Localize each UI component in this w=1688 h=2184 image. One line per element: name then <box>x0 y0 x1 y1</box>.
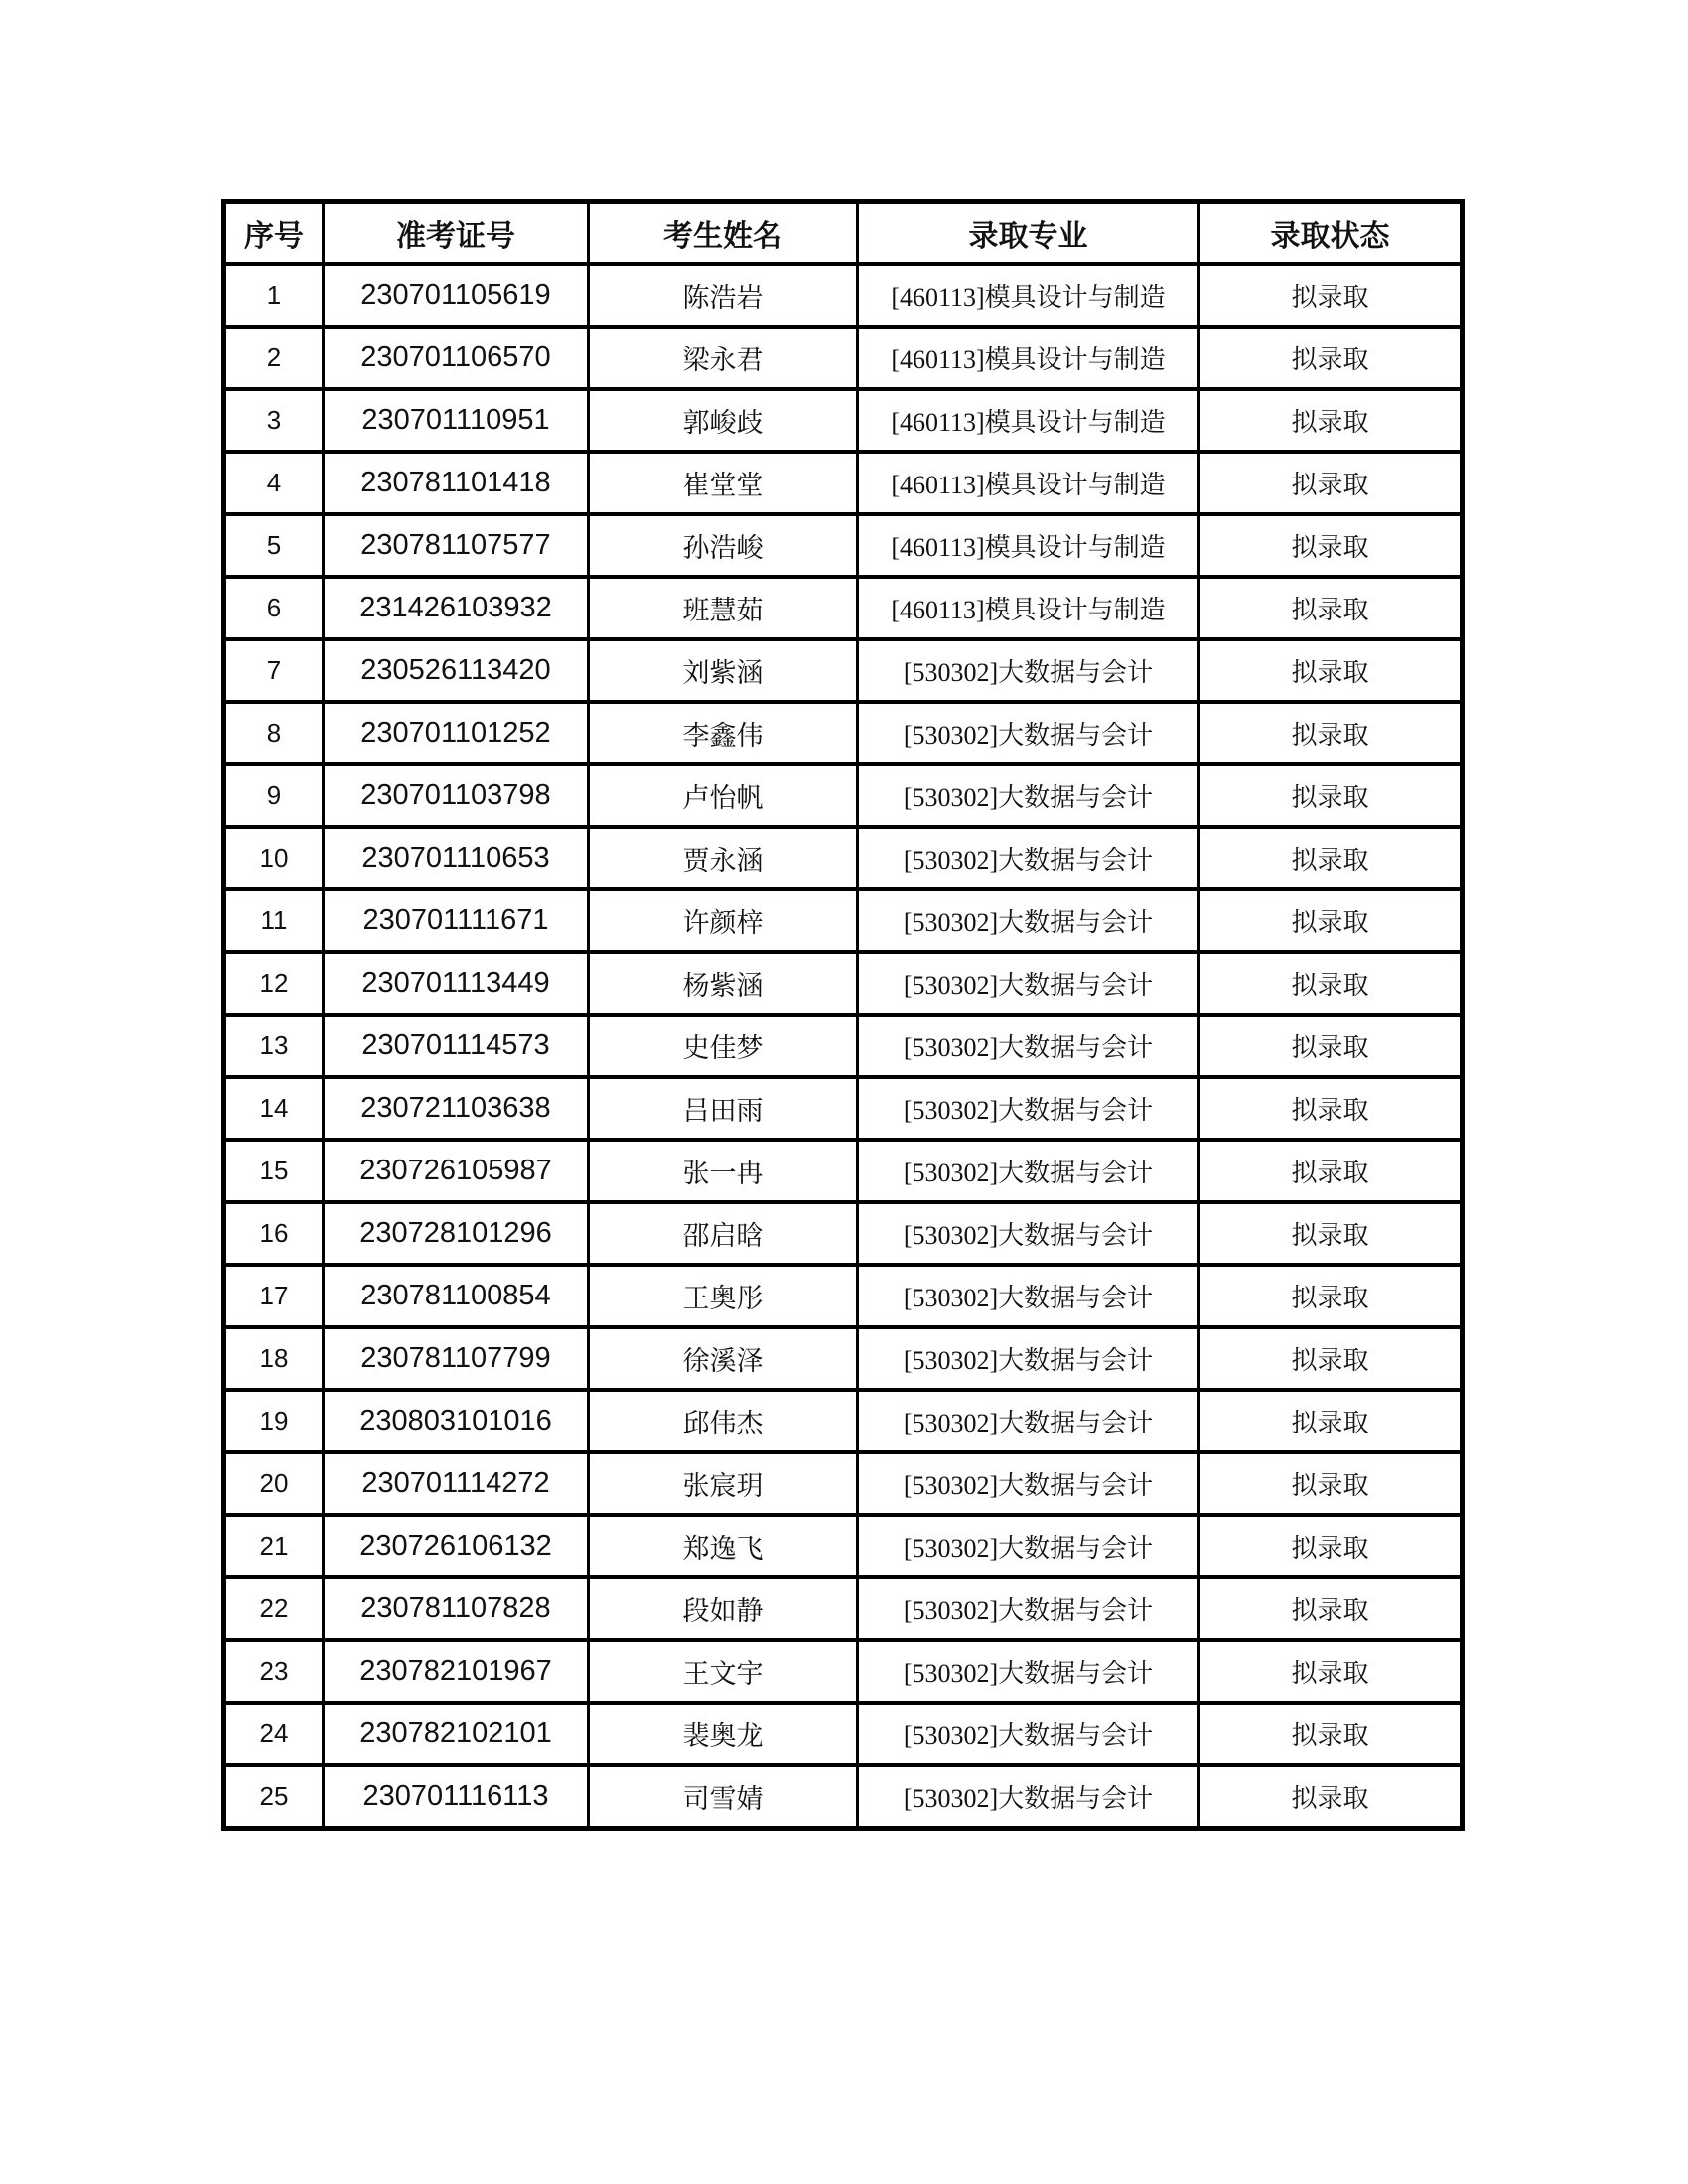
cell-admission-status: 拟录取 <box>1199 1577 1463 1640</box>
cell-admitted-major: [530302]大数据与会计 <box>858 1515 1199 1577</box>
cell-admission-status: 拟录取 <box>1199 327 1463 389</box>
cell-admitted-major: [530302]大数据与会计 <box>858 639 1199 702</box>
cell-admission-status: 拟录取 <box>1199 1390 1463 1452</box>
cell-exam-number: 230803101016 <box>324 1390 589 1452</box>
cell-admitted-major: [460113]模具设计与制造 <box>858 452 1199 514</box>
table-row <box>224 389 1463 452</box>
cell-admission-status: 拟录取 <box>1199 889 1463 952</box>
cell-exam-number: 230701113449 <box>324 952 589 1015</box>
table-row <box>224 639 1463 702</box>
cell-exam-number: 230526113420 <box>324 639 589 702</box>
cell-admitted-major: [530302]大数据与会计 <box>858 1452 1199 1515</box>
cell-admitted-major: [530302]大数据与会计 <box>858 1077 1199 1140</box>
table-row <box>224 1452 1463 1515</box>
cell-row-number: 9 <box>224 764 324 827</box>
cell-row-number: 16 <box>224 1202 324 1265</box>
cell-admitted-major: [530302]大数据与会计 <box>858 1140 1199 1202</box>
cell-row-number: 6 <box>224 577 324 639</box>
table-row <box>224 1577 1463 1640</box>
cell-admitted-major: [530302]大数据与会计 <box>858 952 1199 1015</box>
cell-exam-number: 230701110653 <box>324 827 589 889</box>
cell-exam-number: 231426103932 <box>324 577 589 639</box>
cell-exam-number: 230701116113 <box>324 1765 589 1829</box>
table-row <box>224 827 1463 889</box>
cell-admission-status: 拟录取 <box>1199 264 1463 327</box>
cell-candidate-name: 梁永君 <box>589 327 858 389</box>
table-row <box>224 1202 1463 1265</box>
column-header-exam-no: 准考证号 <box>324 202 589 265</box>
cell-row-number: 21 <box>224 1515 324 1577</box>
cell-candidate-name: 杨紫涵 <box>589 952 858 1015</box>
cell-admitted-major: [530302]大数据与会计 <box>858 1640 1199 1703</box>
cell-exam-number: 230701106570 <box>324 327 589 389</box>
table-row <box>224 1515 1463 1577</box>
cell-exam-number: 230782102101 <box>324 1703 589 1765</box>
cell-exam-number: 230728101296 <box>324 1202 589 1265</box>
cell-admitted-major: [530302]大数据与会计 <box>858 1390 1199 1452</box>
cell-admitted-major: [530302]大数据与会计 <box>858 1577 1199 1640</box>
cell-admission-status: 拟录取 <box>1199 702 1463 764</box>
table-row <box>224 764 1463 827</box>
cell-exam-number: 230701111671 <box>324 889 589 952</box>
cell-row-number: 2 <box>224 327 324 389</box>
cell-candidate-name: 王奥彤 <box>589 1265 858 1327</box>
cell-exam-number: 230701103798 <box>324 764 589 827</box>
cell-candidate-name: 陈浩岩 <box>589 264 858 327</box>
cell-exam-number: 230726106132 <box>324 1515 589 1577</box>
cell-admission-status: 拟录取 <box>1199 577 1463 639</box>
cell-exam-number: 230781107799 <box>324 1327 589 1390</box>
column-header-major: 录取专业 <box>858 202 1199 265</box>
column-header-no: 序号 <box>224 202 324 265</box>
cell-exam-number: 230782101967 <box>324 1640 589 1703</box>
cell-admitted-major: [530302]大数据与会计 <box>858 827 1199 889</box>
cell-candidate-name: 王文宇 <box>589 1640 858 1703</box>
cell-candidate-name: 卢怡帆 <box>589 764 858 827</box>
cell-row-number: 15 <box>224 1140 324 1202</box>
cell-row-number: 24 <box>224 1703 324 1765</box>
table-row <box>224 1015 1463 1077</box>
cell-exam-number: 230726105987 <box>324 1140 589 1202</box>
admission-table <box>221 199 1465 1831</box>
cell-row-number: 19 <box>224 1390 324 1452</box>
cell-admitted-major: [460113]模具设计与制造 <box>858 389 1199 452</box>
column-header-name: 考生姓名 <box>589 202 858 265</box>
cell-admission-status: 拟录取 <box>1199 827 1463 889</box>
cell-row-number: 23 <box>224 1640 324 1703</box>
cell-candidate-name: 郑逸飞 <box>589 1515 858 1577</box>
table-row <box>224 577 1463 639</box>
cell-candidate-name: 徐溪泽 <box>589 1327 858 1390</box>
cell-admission-status: 拟录取 <box>1199 1515 1463 1577</box>
cell-candidate-name: 许颜梓 <box>589 889 858 952</box>
cell-row-number: 10 <box>224 827 324 889</box>
cell-admission-status: 拟录取 <box>1199 1327 1463 1390</box>
header-row <box>224 202 1463 265</box>
cell-admission-status: 拟录取 <box>1199 1202 1463 1265</box>
cell-row-number: 1 <box>224 264 324 327</box>
table-row <box>224 327 1463 389</box>
cell-candidate-name: 郭峻歧 <box>589 389 858 452</box>
cell-candidate-name: 邵启晗 <box>589 1202 858 1265</box>
table-row <box>224 1640 1463 1703</box>
cell-admitted-major: [460113]模具设计与制造 <box>858 264 1199 327</box>
cell-row-number: 7 <box>224 639 324 702</box>
cell-admission-status: 拟录取 <box>1199 389 1463 452</box>
cell-exam-number: 230701114272 <box>324 1452 589 1515</box>
cell-candidate-name: 张一冉 <box>589 1140 858 1202</box>
cell-admission-status: 拟录取 <box>1199 1140 1463 1202</box>
cell-admitted-major: [530302]大数据与会计 <box>858 702 1199 764</box>
cell-admitted-major: [530302]大数据与会计 <box>858 1765 1199 1829</box>
cell-row-number: 14 <box>224 1077 324 1140</box>
cell-exam-number: 230721103638 <box>324 1077 589 1140</box>
table-row <box>224 264 1463 327</box>
cell-row-number: 4 <box>224 452 324 514</box>
column-header-status: 录取状态 <box>1199 202 1463 265</box>
cell-exam-number: 230781107577 <box>324 514 589 577</box>
cell-candidate-name: 孙浩峻 <box>589 514 858 577</box>
cell-admitted-major: [530302]大数据与会计 <box>858 1202 1199 1265</box>
cell-admission-status: 拟录取 <box>1199 1265 1463 1327</box>
table-row <box>224 952 1463 1015</box>
cell-exam-number: 230701105619 <box>324 264 589 327</box>
cell-row-number: 25 <box>224 1765 324 1829</box>
cell-candidate-name: 李鑫伟 <box>589 702 858 764</box>
cell-candidate-name: 吕田雨 <box>589 1077 858 1140</box>
cell-candidate-name: 崔堂堂 <box>589 452 858 514</box>
cell-admitted-major: [530302]大数据与会计 <box>858 1265 1199 1327</box>
cell-admitted-major: [530302]大数据与会计 <box>858 1015 1199 1077</box>
cell-admitted-major: [530302]大数据与会计 <box>858 1703 1199 1765</box>
cell-exam-number: 230781100854 <box>324 1265 589 1327</box>
cell-admission-status: 拟录取 <box>1199 1077 1463 1140</box>
cell-row-number: 5 <box>224 514 324 577</box>
cell-row-number: 12 <box>224 952 324 1015</box>
table-row <box>224 1265 1463 1327</box>
cell-candidate-name: 班慧茹 <box>589 577 858 639</box>
cell-exam-number: 230781107828 <box>324 1577 589 1640</box>
cell-admitted-major: [460113]模具设计与制造 <box>858 577 1199 639</box>
table-row <box>224 1077 1463 1140</box>
cell-admission-status: 拟录取 <box>1199 452 1463 514</box>
cell-candidate-name: 贾永涵 <box>589 827 858 889</box>
table-row <box>224 1703 1463 1765</box>
cell-admission-status: 拟录取 <box>1199 1452 1463 1515</box>
table-row <box>224 1390 1463 1452</box>
cell-candidate-name: 司雪婧 <box>589 1765 858 1829</box>
cell-admitted-major: [530302]大数据与会计 <box>858 1327 1199 1390</box>
cell-exam-number: 230701114573 <box>324 1015 589 1077</box>
cell-admitted-major: [530302]大数据与会计 <box>858 764 1199 827</box>
cell-row-number: 20 <box>224 1452 324 1515</box>
table-row <box>224 452 1463 514</box>
cell-exam-number: 230701110951 <box>324 389 589 452</box>
cell-row-number: 22 <box>224 1577 324 1640</box>
cell-admission-status: 拟录取 <box>1199 1640 1463 1703</box>
cell-row-number: 13 <box>224 1015 324 1077</box>
cell-row-number: 11 <box>224 889 324 952</box>
cell-row-number: 18 <box>224 1327 324 1390</box>
table-row <box>224 1327 1463 1390</box>
cell-exam-number: 230781101418 <box>324 452 589 514</box>
cell-admitted-major: [460113]模具设计与制造 <box>858 514 1199 577</box>
table-row <box>224 702 1463 764</box>
cell-admission-status: 拟录取 <box>1199 952 1463 1015</box>
cell-admission-status: 拟录取 <box>1199 1015 1463 1077</box>
table-row <box>224 889 1463 952</box>
table-row <box>224 514 1463 577</box>
cell-exam-number: 230701101252 <box>324 702 589 764</box>
cell-row-number: 8 <box>224 702 324 764</box>
table-row <box>224 1765 1463 1829</box>
cell-candidate-name: 邱伟杰 <box>589 1390 858 1452</box>
cell-candidate-name: 史佳梦 <box>589 1015 858 1077</box>
cell-admission-status: 拟录取 <box>1199 1765 1463 1829</box>
cell-row-number: 3 <box>224 389 324 452</box>
cell-admission-status: 拟录取 <box>1199 1703 1463 1765</box>
table-row <box>224 1140 1463 1202</box>
cell-candidate-name: 裴奥龙 <box>589 1703 858 1765</box>
cell-admission-status: 拟录取 <box>1199 514 1463 577</box>
cell-admission-status: 拟录取 <box>1199 639 1463 702</box>
cell-admission-status: 拟录取 <box>1199 764 1463 827</box>
cell-candidate-name: 刘紫涵 <box>589 639 858 702</box>
cell-candidate-name: 段如静 <box>589 1577 858 1640</box>
cell-row-number: 17 <box>224 1265 324 1327</box>
cell-candidate-name: 张宸玥 <box>589 1452 858 1515</box>
cell-admitted-major: [460113]模具设计与制造 <box>858 327 1199 389</box>
cell-admitted-major: [530302]大数据与会计 <box>858 889 1199 952</box>
